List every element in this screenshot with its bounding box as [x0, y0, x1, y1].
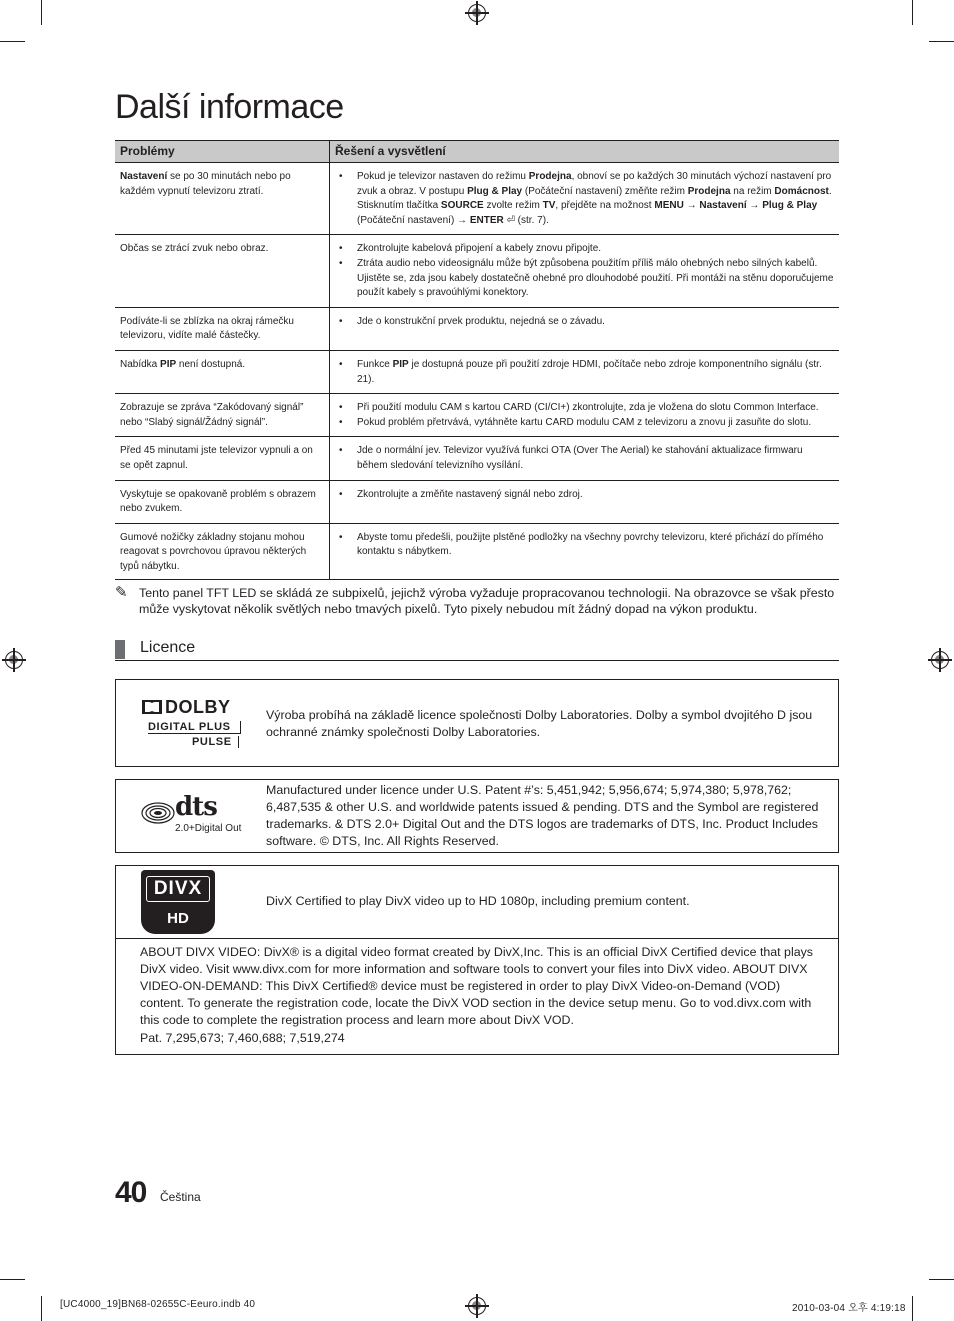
- registration-mark-icon: [468, 1297, 486, 1315]
- solution-cell: [330, 163, 840, 235]
- solution-item: • Ztráta audio nebo videosignálu může být způsobena použitím příliš málo ohebných nebo silných kabelů. Ujistěte se, zda jsou kabely dostatečně ohebné pro dlouhodobé použití. Při montáži na stěnu doporučujeme použít kabely s pravoúhlými konektory.: [357, 257, 834, 301]
- note-text: Tento panel TFT LED se skládá ze subpixelů, jejichž výroba vyžaduje propracovanou technologii. Na obrazovce se však přesto může vyskytovat několik světlých nebo tmavých pixelů. Tyto pixely nebudou mít žádný dopad na výkon produktu.: [139, 586, 835, 616]
- registration-mark-icon: [468, 4, 486, 22]
- solution-cell: [330, 235, 840, 307]
- dolby-pulse: PULSE: [192, 736, 239, 748]
- solution-item: • Zkontrolujte kabelová připojení a kabely znovu připojte.: [357, 242, 834, 257]
- solution-item: • Funkce PIP je dostupná pouze při použití zdroje HDMI, počítače nebo zdroje komponentního signálu (str. 21).: [357, 358, 834, 387]
- column-header-problems: Problémy: [115, 141, 330, 163]
- solution-item: • Jde o normální jev. Televizor využívá funkci OTA (Over The Aerial) ke stahování aktualizace firmwaru během sledování televizního vysílání.: [357, 444, 834, 473]
- problem-cell: Vyskytuje se opakovaně problém s obrazem nebo zvukem.: [115, 480, 330, 523]
- problem-cell: Před 45 minutami jste televizor vypnuli a on se opět zapnul.: [115, 437, 330, 480]
- table-row: [115, 523, 839, 580]
- table-row: [115, 350, 839, 393]
- dolby-digital-plus: DIGITAL PLUS: [148, 721, 241, 734]
- licence-box-dts: [115, 779, 839, 853]
- solution-item: • Abyste tomu předešli, použijte plstěné podložky na všechny povrchy televizoru, které přichází do přímého kontaktu s nábytkem.: [357, 531, 834, 560]
- problem-cell: Zobrazuje se zpráva “Zakódovaný signál” nebo “Slabý signál/Žádný signál”.: [115, 394, 330, 437]
- solution-cell: [330, 523, 840, 580]
- divx-hd: HD: [167, 910, 189, 927]
- print-footer-date: 2010-03-04 오후 4:19:18: [792, 1303, 906, 1314]
- page-title: Další informace: [115, 88, 344, 126]
- crop-mark: [929, 1279, 954, 1280]
- problem-cell: Nabídka PIP není dostupná.: [115, 350, 330, 393]
- table-row: [115, 480, 839, 523]
- problem-cell: Nastavení se po 30 minutách nebo po každém vypnutí televizoru ztratí.: [115, 163, 330, 235]
- crop-mark: [912, 1296, 913, 1321]
- dolby-licence-text: Výroba probíhá na základě licence společnosti Dolby Laboratories. Dolby a symbol dvojitého D jsou ochranné známky společnosti Dolby Laboratories.: [266, 708, 813, 739]
- pencil-note-icon: ✎: [115, 584, 128, 601]
- note: [115, 585, 839, 617]
- crop-mark: [41, 0, 42, 25]
- dolby-logo: [140, 698, 244, 750]
- table-row: [115, 394, 839, 437]
- section-bar: [115, 640, 125, 659]
- licence-box-divx: [115, 865, 839, 1055]
- divx-certified-text: DivX Certified to play DivX video up to HD 1080p, including premium content.: [266, 894, 690, 908]
- section-heading-licence: [115, 638, 839, 661]
- dts-logo: [140, 794, 248, 838]
- dts-symbol-icon: [140, 798, 180, 828]
- troubleshooting-table: [115, 140, 839, 580]
- table-row: [115, 437, 839, 480]
- divx-patents: Pat. 7,295,673; 7,460,688; 7,519,274: [140, 1031, 345, 1045]
- solution-cell: [330, 307, 840, 350]
- page-number: 40: [115, 1176, 147, 1209]
- table-row: [115, 163, 839, 235]
- solution-item: • Zkontrolujte a změňte nastavený signál nebo zdroj.: [357, 488, 834, 503]
- crop-mark: [929, 41, 954, 42]
- section-title: Licence: [140, 639, 196, 656]
- divx-logo: [141, 870, 215, 934]
- crop-mark: [0, 1279, 25, 1280]
- registration-mark-icon: [931, 651, 949, 669]
- page-language: Čeština: [160, 1190, 201, 1204]
- problem-cell: Podíváte-li se zblízka na okraj rámečku televizoru, vidíte malé částečky.: [115, 307, 330, 350]
- solution-cell: [330, 480, 840, 523]
- dts-digital-out: 2.0+Digital Out: [175, 823, 242, 834]
- solution-cell: [330, 350, 840, 393]
- divx-divider: [116, 938, 838, 939]
- crop-mark: [41, 1296, 42, 1321]
- dts-wordmark: dts: [175, 792, 217, 822]
- solution-cell: [330, 437, 840, 480]
- registration-mark-icon: [5, 651, 23, 669]
- solution-item: • Pokud problém přetrvává, vytáhněte kartu CARD modulu CAM z televizoru a znovu ji zasuňte do slotu.: [357, 416, 834, 431]
- solution-item: • Při použití modulu CAM s kartou CARD (CI/CI+) zkontrolujte, zda je vložena do slotu Common Interface.: [357, 401, 834, 416]
- divx-about-text: ABOUT DIVX VIDEO: DivX® is a digital video format created by DivX,Inc. This is an official DivX Certified device that plays DivX video. Visit www.divx.com for more information and software tools to convert your files into DivX video. ABOUT DIVX VIDEO-ON-DEMAND: This DivX Certified® device must be registered in order to play DivX Video-on-Demand (VOD) content. To generate the registration code, locate the DivX VOD section in the device setup menu. Go to vod.divx.com with this code to complete the registration process and learn more about DivX VOD.: [140, 945, 813, 1027]
- licence-box-dolby: [115, 679, 839, 767]
- table-header-row: [115, 141, 839, 163]
- table-row: [115, 235, 839, 307]
- print-footer-file: [UC4000_19]BN68-02655C-Eeuro.indb 40: [60, 1299, 256, 1310]
- divx-wordmark: DIVX: [146, 876, 210, 902]
- solution-item: • Jde o konstrukční prvek produktu, nejedná se o závadu.: [357, 315, 834, 330]
- dolby-wordmark: DOLBY: [165, 697, 231, 717]
- crop-mark: [912, 0, 913, 25]
- crop-mark: [0, 41, 25, 42]
- problem-cell: Občas se ztrácí zvuk nebo obraz.: [115, 235, 330, 307]
- dts-licence-text: Manufactured under licence under U.S. Patent #’s: 5,451,942; 5,956,674; 5,974,380; 5,978,762; 6,487,535 & other U.S. and worldwide patents issued & pending. DTS and the Symbol are registered trademarks. & DTS 2.0+ Digital Out and the DTS logos are trademarks of DTS, Inc. Product Includes software. © DTS, Inc. All Rights Reserved.: [266, 783, 819, 848]
- table-row: [115, 307, 839, 350]
- solution-cell: [330, 394, 840, 437]
- solution-item: • Pokud je televizor nastaven do režimu Prodejna, obnoví se po každých 30 minutách výchozí nastavení pro zvuk a obraz. V postupu Plug & Play (Počáteční nastavení) změňte režim Prodejna na režim Domácnost. Stisknutím tlačítka SOURCE zvolte režim TV, přejděte na možnost MENU → Nastavení → Plug & Play (Počáteční nastavení) → ENTER ⏎ (str. 7).: [357, 170, 834, 228]
- problem-cell: Gumové nožičky základny stojanu mohou reagovat s povrchovou úpravou některých typů nábytku.: [115, 523, 330, 580]
- column-header-solutions: Řešení a vysvětlení: [330, 141, 840, 163]
